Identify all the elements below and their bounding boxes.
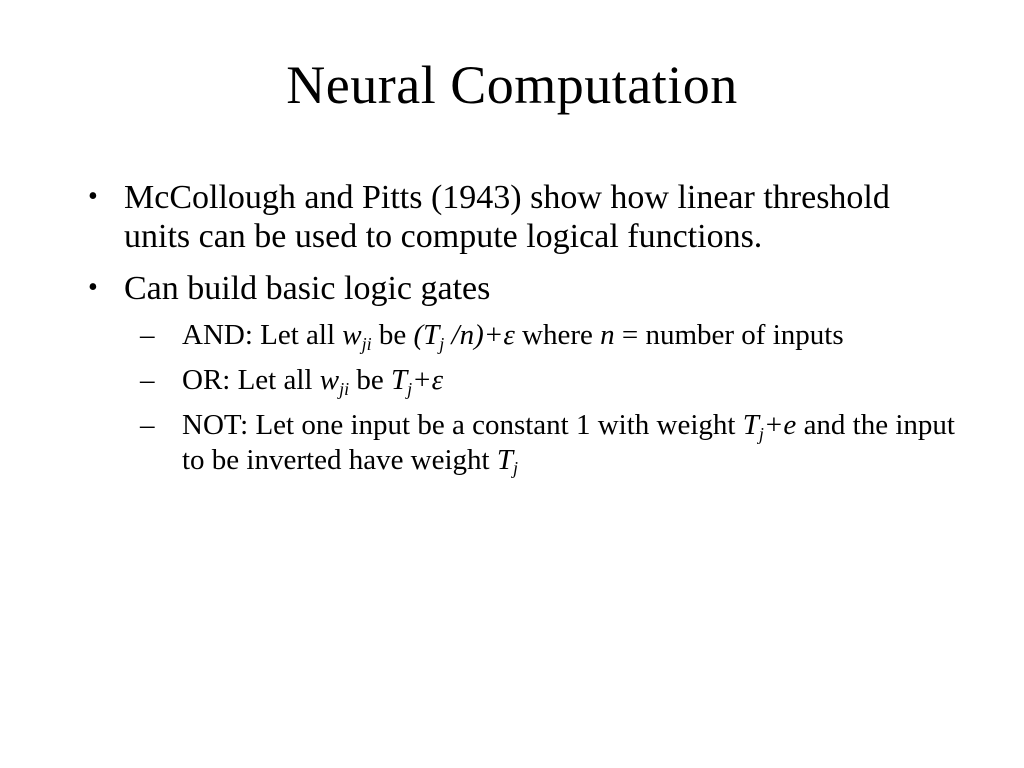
variable-w: w [342,319,362,352]
formula-fragment: +e [763,408,797,441]
bullet-text: McCollough and Pitts (1943) show how linear threshold units can be used to compute logical functions. [124,179,890,256]
text-fragment: be [349,364,391,397]
sub-bullet-marker: – [140,364,155,397]
formula-fragment: (T [413,319,440,352]
variable-w-subscript: ji [339,378,350,399]
sub-bullet-text [182,319,844,355]
formula-fragment: T [496,443,514,476]
sub-bullet-marker: – [140,319,155,352]
slide-body [82,178,960,478]
sub-bullet-item [82,408,960,478]
sub-bullet-item [82,318,960,353]
variable-n: n [600,319,615,352]
variable-w-subscript: ji [361,334,372,355]
sub-bullet-item [82,363,960,398]
text-fragment: and the input to be inverted have weight [182,408,955,476]
formula-subscript: j [513,458,519,479]
text-fragment: AND: Let all [182,319,343,352]
bullet-marker: • [88,181,98,212]
bullet-item [82,178,960,257]
text-fragment: where [514,319,601,352]
bullet-text: Can build basic logic gates [124,269,491,307]
formula-subscript: j [439,334,445,355]
bullet-marker: • [88,271,98,303]
sub-bullet-text [182,364,444,399]
formula-subscript: j [407,378,413,399]
formula-subscript: j [758,423,764,444]
text-fragment: = number of inputs [614,319,844,352]
text-fragment: be [371,319,414,352]
formula-fragment: T [742,408,759,441]
epsilon-symbol: ε [503,319,515,352]
epsilon-symbol: ε [431,364,444,397]
text-fragment: NOT: Let one input be a constant 1 with weight [182,408,743,441]
formula-fragment: + [412,364,432,397]
formula-fragment: /n)+ [444,319,504,352]
sub-bullet-text [182,408,955,479]
text-fragment: OR: Let all [182,364,320,397]
page-title: Neural Computation [286,55,738,115]
sub-bullet-marker: – [140,408,155,441]
bullet-item [82,269,960,308]
variable-w: w [319,364,340,397]
formula-fragment: T [390,364,408,397]
